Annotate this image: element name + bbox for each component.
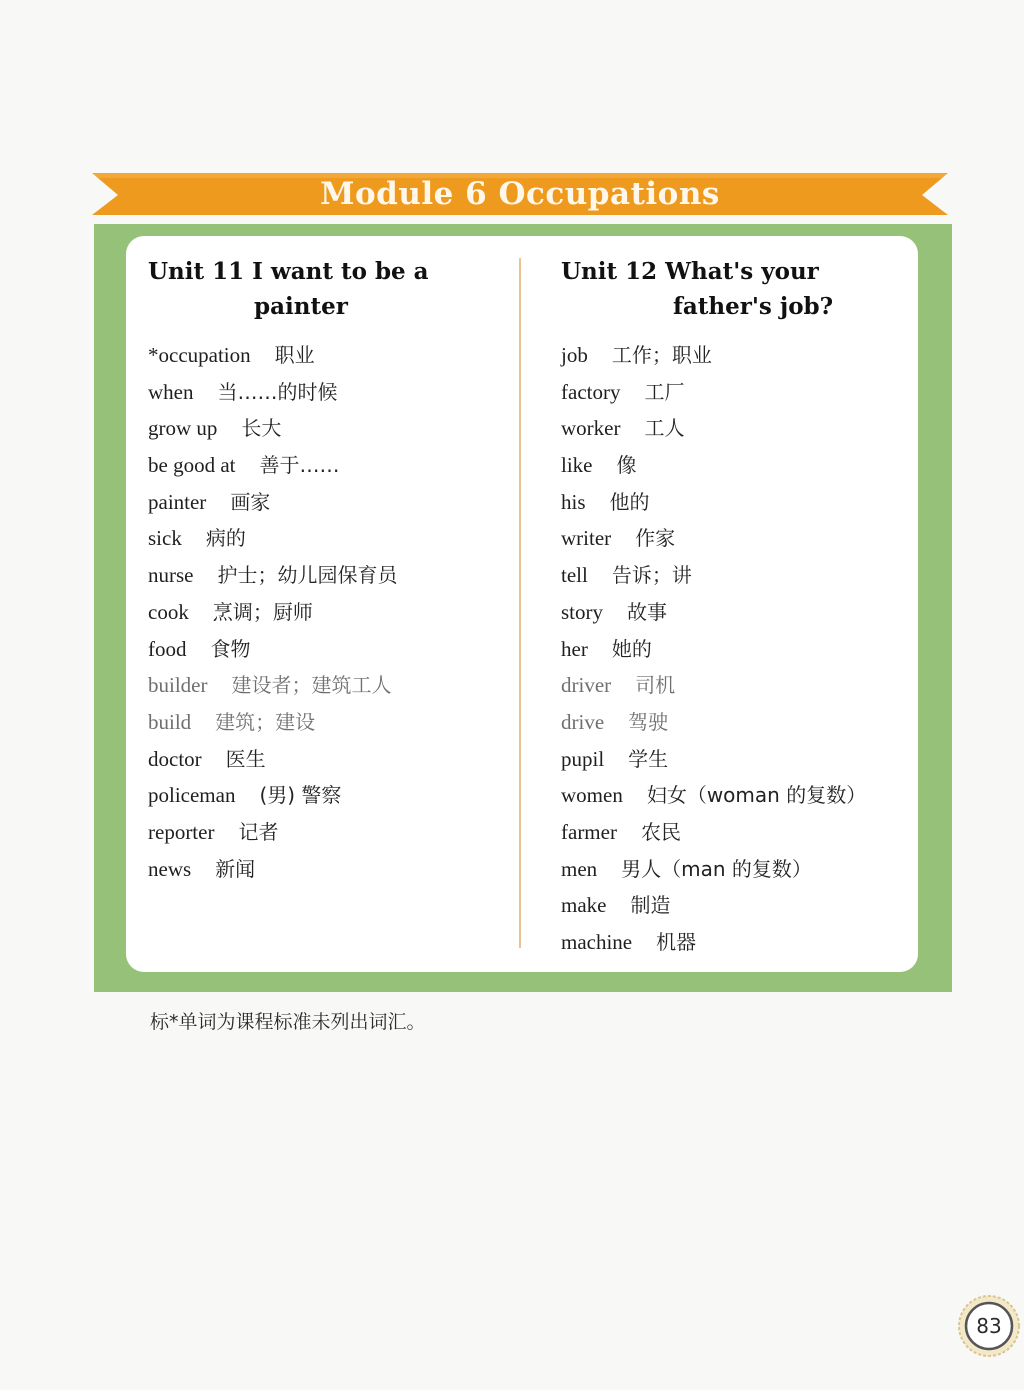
word-entry — [148, 777, 398, 814]
word-entry — [148, 520, 398, 557]
word-entry — [148, 484, 398, 521]
page-number: 83 — [976, 1314, 1002, 1338]
english-word: driver — [561, 673, 612, 698]
chinese-meaning: 工作；职业 — [611, 343, 712, 367]
word-entry — [148, 704, 398, 741]
chinese-meaning: 司机 — [635, 673, 676, 698]
chinese-meaning: 病的 — [205, 526, 246, 551]
english-word: painter — [148, 489, 207, 514]
chinese-meaning: 工人 — [644, 416, 685, 441]
unit-12-word-list — [561, 337, 866, 961]
chinese-meaning: 护士；幼儿园保育员 — [217, 563, 398, 588]
word-entry — [148, 667, 398, 704]
word-entry — [148, 557, 398, 594]
english-word: worker — [561, 416, 621, 441]
english-word: build — [148, 709, 192, 734]
chinese-meaning: 妇女（woman 的复数） — [646, 783, 867, 808]
word-entry — [561, 814, 866, 851]
english-word: *occupation — [148, 343, 251, 367]
footnote: 标*单词为课程标准未列出词汇。 — [150, 1011, 426, 1033]
chinese-meaning: 长大 — [241, 416, 282, 441]
unit-11-heading-line2: painter — [254, 293, 348, 320]
chinese-meaning: 善于…… — [259, 453, 340, 478]
english-word: when — [148, 379, 194, 404]
english-word: nurse — [148, 563, 194, 588]
chinese-meaning: 告诉；讲 — [611, 563, 692, 588]
english-word: food — [148, 636, 187, 661]
chinese-meaning: 农民 — [640, 819, 681, 844]
word-entry — [148, 814, 398, 851]
page-number-badge — [957, 1294, 1021, 1358]
chinese-meaning: 记者 — [238, 819, 279, 844]
unit-12-heading-line1: Unit 12 What's your — [561, 258, 819, 285]
word-entry — [148, 851, 398, 888]
column-divider — [519, 258, 521, 948]
chinese-meaning: 食物 — [210, 636, 251, 661]
english-word: policeman — [148, 783, 236, 808]
chinese-meaning: 职业 — [274, 343, 315, 367]
chinese-meaning: 画家 — [230, 489, 271, 514]
word-entry — [561, 557, 866, 594]
word-entry — [561, 337, 866, 374]
word-entry — [561, 777, 866, 814]
chinese-meaning: 医生 — [225, 746, 266, 771]
english-word: like — [561, 453, 593, 478]
unit-11-column — [148, 254, 508, 881]
module-banner — [92, 171, 948, 217]
english-word: make — [561, 893, 607, 918]
word-entry — [561, 447, 866, 484]
chinese-meaning: 机器 — [656, 930, 697, 954]
chinese-meaning: 新闻 — [215, 856, 256, 881]
word-entry — [148, 410, 398, 447]
unit-11-heading — [148, 254, 508, 324]
word-entry — [561, 741, 866, 778]
english-word: pupil — [561, 746, 605, 771]
chinese-meaning: 像 — [616, 453, 637, 478]
english-word: sick — [148, 526, 182, 551]
chinese-meaning: 他的 — [609, 489, 650, 514]
unit-12-column — [561, 254, 913, 954]
chinese-meaning: 学生 — [628, 746, 669, 771]
chinese-meaning: 她的 — [611, 636, 652, 661]
english-word: machine — [561, 930, 633, 954]
chinese-meaning: 驾驶 — [628, 709, 669, 734]
chinese-meaning: 烹调；厨师 — [212, 599, 313, 624]
unit-12-heading-line2: father's job? — [673, 293, 834, 320]
english-word: job — [561, 343, 588, 367]
unit-11-word-list — [148, 337, 398, 887]
word-entry — [148, 374, 398, 411]
word-entry — [561, 851, 866, 888]
word-entry — [148, 337, 398, 374]
chinese-meaning: 男人（man 的复数） — [621, 856, 812, 881]
unit-12-heading — [561, 254, 913, 324]
word-entry — [561, 631, 866, 668]
word-entry — [148, 447, 398, 484]
english-word: men — [561, 856, 598, 881]
chinese-meaning: (男) 警察 — [259, 783, 342, 808]
chinese-meaning: 作家 — [635, 526, 676, 551]
english-word: be good at — [148, 453, 236, 478]
chinese-meaning: 故事 — [627, 599, 667, 624]
english-word: her — [561, 636, 588, 661]
word-entry — [561, 520, 866, 557]
english-word: doctor — [148, 746, 202, 771]
chinese-meaning: 当……的时候 — [217, 379, 338, 404]
english-word: farmer — [561, 819, 617, 844]
english-word: tell — [561, 563, 588, 588]
english-word: reporter — [148, 819, 215, 844]
word-entry — [561, 374, 866, 411]
english-word: story — [561, 599, 603, 624]
english-word: factory — [561, 379, 621, 404]
chinese-meaning: 建筑；建设 — [215, 709, 316, 734]
chinese-meaning: 制造 — [630, 893, 671, 918]
english-word: women — [561, 783, 623, 808]
word-entry — [148, 631, 398, 668]
english-word: grow up — [148, 416, 218, 441]
english-word: his — [561, 489, 586, 514]
word-entry — [561, 410, 866, 447]
word-entry — [561, 704, 866, 741]
english-word: builder — [148, 673, 208, 698]
word-entry — [561, 594, 866, 631]
unit-11-heading-line1: Unit 11 I want to be a — [148, 258, 429, 285]
word-entry — [561, 484, 866, 521]
chinese-meaning: 建设者；建筑工人 — [231, 673, 392, 698]
english-word: news — [148, 856, 192, 881]
english-word: cook — [148, 599, 189, 624]
word-entry — [148, 594, 398, 631]
english-word: drive — [561, 709, 605, 734]
word-entry — [148, 741, 398, 778]
word-entry — [561, 887, 866, 924]
english-word: writer — [561, 526, 612, 551]
word-entry — [561, 667, 866, 704]
chinese-meaning: 工厂 — [644, 379, 685, 404]
word-entry — [561, 924, 866, 961]
module-title: Module 6 Occupations — [320, 176, 720, 212]
